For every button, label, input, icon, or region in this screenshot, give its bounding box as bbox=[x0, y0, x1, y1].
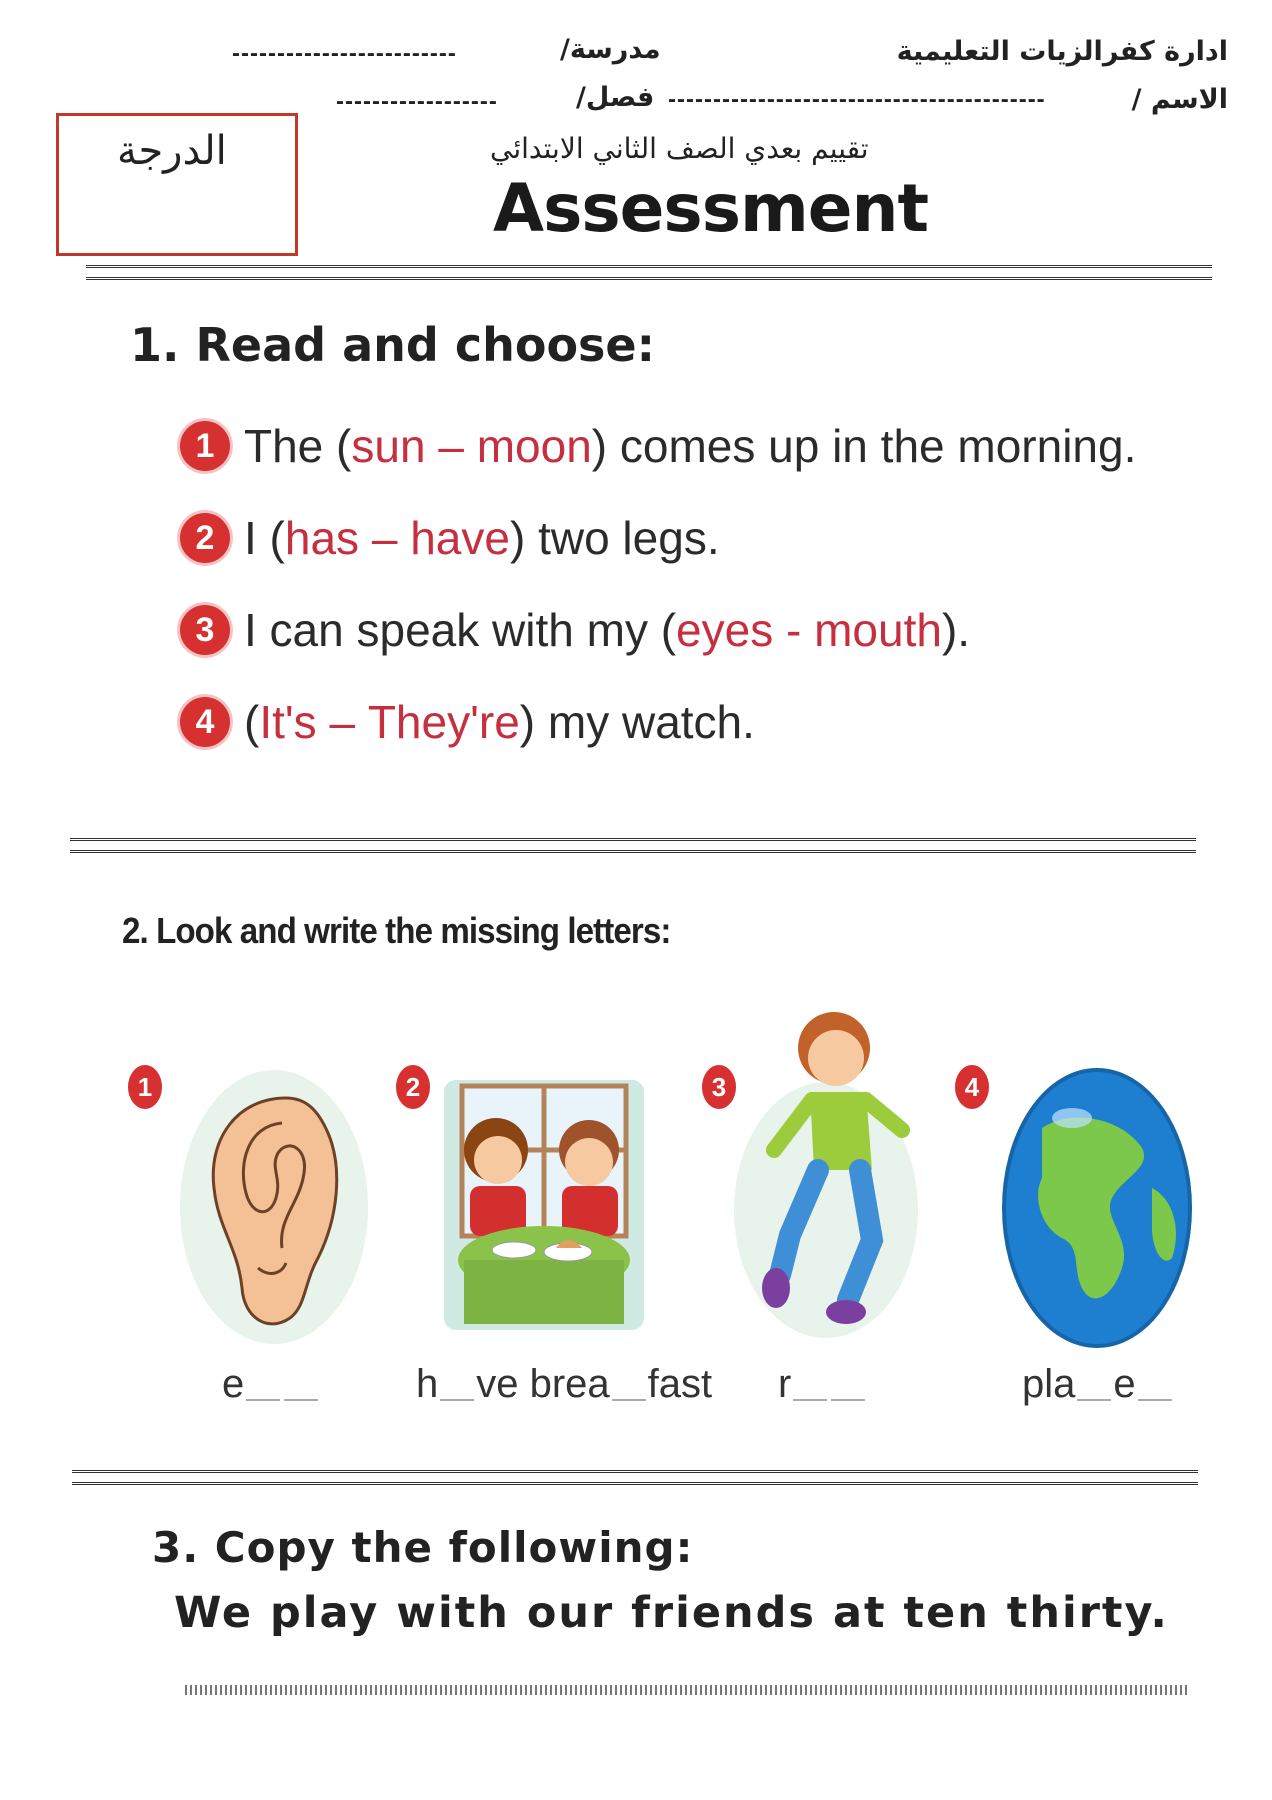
question-row bbox=[180, 507, 1136, 569]
letter-blank[interactable] bbox=[1077, 1398, 1111, 1401]
subtitle: تقييم بعدي الصف الثاني الابتدائي bbox=[490, 132, 869, 165]
number-badge: 1 bbox=[180, 421, 230, 471]
question-text-end: ). bbox=[941, 604, 971, 656]
word-part: h bbox=[416, 1362, 439, 1406]
page-title: Assessment bbox=[493, 170, 929, 247]
question-text-end: ) my watch. bbox=[519, 696, 755, 748]
letter-blank[interactable] bbox=[831, 1398, 865, 1401]
question-text: I can speak with my ( bbox=[244, 604, 677, 656]
section1-title: 1. Read and choose: bbox=[130, 318, 656, 372]
choice-option-1[interactable]: has bbox=[284, 512, 360, 564]
choice-separator: - bbox=[773, 604, 815, 656]
running-boy-icon bbox=[730, 1000, 920, 1340]
question-row bbox=[180, 691, 1136, 753]
grade-label: الدرجة bbox=[117, 128, 227, 174]
question-text-end: ) comes up in the morning. bbox=[591, 420, 1137, 472]
choice-option-1[interactable]: It's bbox=[259, 696, 317, 748]
divider-3 bbox=[72, 1470, 1198, 1485]
section2-title: 2. Look and write the missing letters: bbox=[122, 910, 671, 951]
number-badge: 4 bbox=[180, 697, 230, 747]
choice-option-2[interactable]: mouth bbox=[814, 604, 942, 656]
choice-option-1[interactable]: sun bbox=[351, 420, 426, 472]
question-text: I ( bbox=[244, 512, 285, 564]
number-badge: 3 bbox=[180, 605, 230, 655]
letter-blank[interactable] bbox=[793, 1398, 827, 1401]
choice-option-2[interactable]: moon bbox=[476, 420, 592, 472]
question-text-end: ) two legs. bbox=[509, 512, 720, 564]
choice-option-2[interactable]: They're bbox=[367, 696, 520, 748]
choice-separator: – bbox=[316, 696, 368, 748]
missing-letters-word bbox=[222, 1362, 320, 1407]
letter-blank[interactable] bbox=[1138, 1398, 1172, 1401]
word-part: fast bbox=[647, 1362, 713, 1406]
name-field[interactable]: ------------------------------------------ bbox=[668, 86, 1046, 113]
question-row bbox=[180, 415, 1136, 477]
question-text: The ( bbox=[244, 420, 352, 472]
letter-blank[interactable] bbox=[440, 1398, 474, 1401]
number-badge: 2 bbox=[180, 513, 230, 563]
missing-letters-word bbox=[1022, 1362, 1174, 1407]
word-part: ve brea bbox=[476, 1362, 610, 1406]
word-part: pla bbox=[1022, 1362, 1076, 1406]
word-part: e bbox=[222, 1362, 245, 1406]
picture-number-badge: 4 bbox=[955, 1065, 989, 1109]
globe-planet-icon bbox=[1002, 1068, 1192, 1348]
word-part: r bbox=[778, 1362, 792, 1406]
section3-title: 3. Copy the following: bbox=[152, 1523, 694, 1572]
admin-name: ادارة كفرالزيات التعليمية bbox=[896, 36, 1228, 67]
ear-icon bbox=[178, 1068, 370, 1346]
name-label: الاسم / bbox=[1131, 84, 1228, 115]
question-text: ( bbox=[244, 696, 260, 748]
letter-blank[interactable] bbox=[284, 1398, 318, 1401]
picture-number-badge: 1 bbox=[128, 1065, 162, 1109]
picture-number-badge: 2 bbox=[396, 1065, 430, 1109]
missing-letters-word bbox=[416, 1362, 712, 1407]
word-part: e bbox=[1113, 1362, 1136, 1406]
choice-separator: – bbox=[425, 420, 477, 472]
class-field[interactable]: ------------------ bbox=[336, 88, 498, 115]
letter-blank[interactable] bbox=[246, 1398, 280, 1401]
school-field[interactable]: ------------------------- bbox=[232, 40, 457, 67]
choice-option-1[interactable]: eyes bbox=[676, 604, 774, 656]
divider-1 bbox=[86, 265, 1212, 280]
copy-sentence: We play with our friends at ten thirty. bbox=[174, 1588, 1169, 1638]
copy-writing-line[interactable] bbox=[185, 1685, 1190, 1695]
grade-box[interactable] bbox=[56, 113, 298, 256]
question-row bbox=[180, 599, 1136, 661]
breakfast-children-icon bbox=[444, 1080, 644, 1330]
choice-option-2[interactable]: have bbox=[410, 512, 510, 564]
divider-2 bbox=[70, 838, 1196, 853]
choice-separator: – bbox=[359, 512, 411, 564]
picture-number-badge: 3 bbox=[702, 1065, 736, 1109]
missing-letters-word bbox=[778, 1362, 867, 1407]
read-choose-list bbox=[180, 415, 1136, 753]
school-label: مدرسة/ bbox=[560, 34, 661, 65]
letter-blank[interactable] bbox=[612, 1398, 646, 1401]
class-label: فصل/ bbox=[576, 82, 655, 113]
